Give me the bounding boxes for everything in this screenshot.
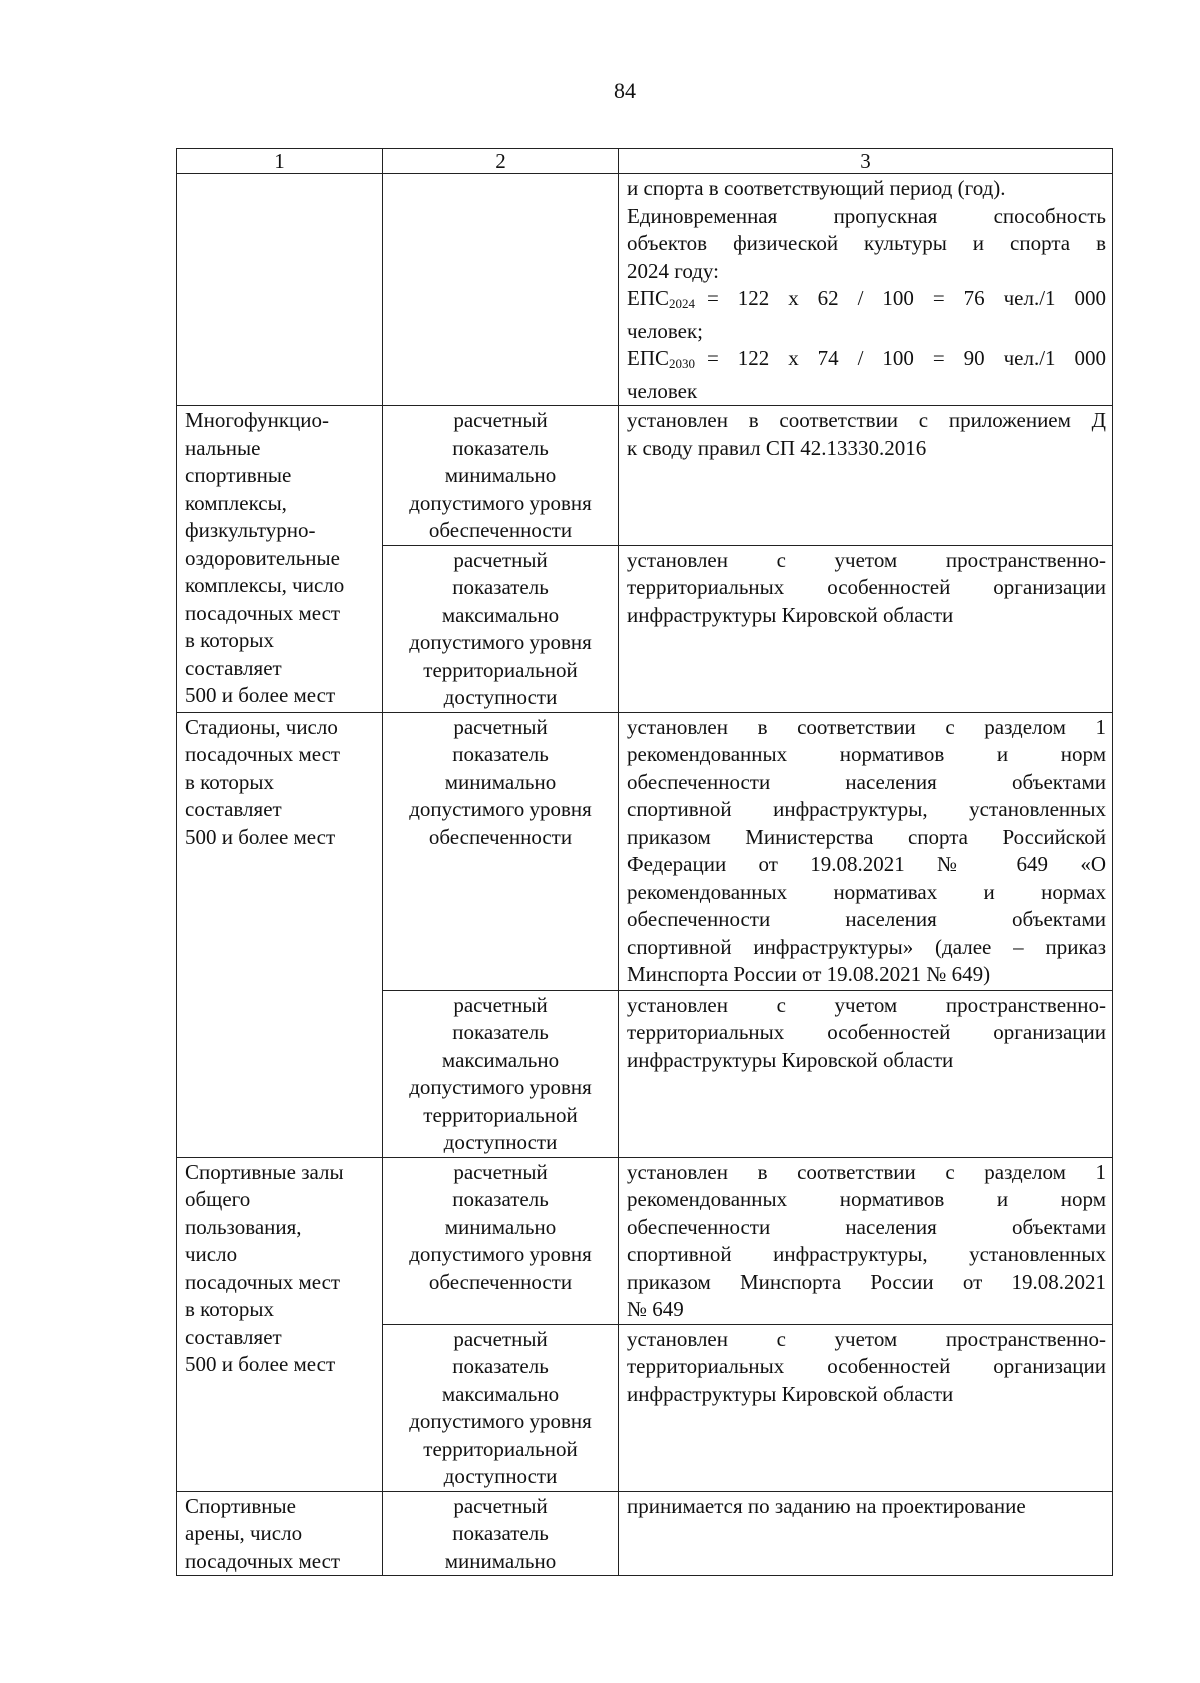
text-line: установлен с учетом пространственно- bbox=[627, 547, 1106, 572]
text-line: обеспеченности bbox=[428, 518, 573, 542]
text-line: показатель bbox=[452, 1187, 549, 1211]
text-line: расчетный bbox=[453, 992, 548, 1017]
text-line: инфраструктуры Кировской области bbox=[627, 1381, 954, 1406]
text-line: инфраструктуры Кировской области bbox=[627, 602, 954, 627]
text-line: расчетный bbox=[453, 547, 548, 572]
text-line: рекомендованных нормативов и норм bbox=[627, 1187, 1106, 1211]
text-line: нальные bbox=[185, 435, 261, 460]
text-line: показатель bbox=[452, 1354, 549, 1378]
formula-2030 bbox=[627, 345, 1106, 378]
text-line: и спорта в соответствующий период (год). bbox=[627, 176, 1006, 200]
text-line: доступности bbox=[443, 1130, 558, 1154]
object-name-cell bbox=[177, 712, 383, 1157]
text-line: Многофункцио- bbox=[185, 408, 329, 432]
text-line: территориальной bbox=[423, 1436, 578, 1461]
text-line: комплексы, bbox=[185, 490, 287, 515]
indicator-cell bbox=[383, 406, 619, 546]
text-line: Стадионы, число bbox=[185, 714, 338, 739]
text-line: показатель bbox=[452, 435, 549, 460]
text-line: рекомендованных нормативах и нормах bbox=[627, 879, 1106, 904]
value-cell bbox=[619, 545, 1113, 712]
text-line: спортивной инфраструктуры, установленных bbox=[627, 797, 1106, 821]
text-line: спортивной инфраструктуры» (далее – приказ bbox=[627, 934, 1106, 959]
text-line: Спортивные bbox=[185, 1493, 296, 1518]
text-line: Федерации от 19.08.2021 № 649 «О bbox=[627, 852, 1106, 876]
text-line: Минспорта России от 19.08.2021 № 649) bbox=[627, 962, 991, 986]
text-line: минимально bbox=[444, 1548, 557, 1573]
text-line: территориальных особенностей организации bbox=[627, 575, 1106, 599]
text-line: максимально bbox=[441, 1381, 560, 1406]
text-line: допустимого уровня bbox=[409, 1075, 592, 1099]
table-header-row bbox=[177, 149, 1113, 174]
table-row bbox=[177, 1491, 1113, 1576]
indicator-cell bbox=[383, 990, 619, 1157]
text-line: спортивные bbox=[185, 463, 292, 487]
text-line: посадочных мест bbox=[185, 1548, 341, 1573]
text-line: обеспеченности bbox=[428, 1269, 573, 1294]
text-line: посадочных мест bbox=[185, 742, 341, 766]
text-line: № 649 bbox=[627, 1297, 684, 1321]
text-line: расчетный bbox=[453, 1326, 548, 1351]
text-line: территориальной bbox=[423, 1102, 578, 1127]
text-line: обеспеченности населения объектами bbox=[627, 907, 1106, 931]
text-line: составляет bbox=[185, 655, 282, 680]
text-line: расчетный bbox=[453, 408, 548, 432]
text-line: расчетный bbox=[453, 714, 548, 739]
text-line: допустимого уровня bbox=[409, 1242, 592, 1266]
table-row bbox=[177, 712, 1113, 990]
value-cell bbox=[619, 1324, 1113, 1491]
value-cell bbox=[619, 990, 1113, 1157]
text-line: общего bbox=[185, 1187, 251, 1211]
text-line: приказом Минспорта России от 19.08.2021 bbox=[627, 1269, 1106, 1294]
text-line: обеспеченности населения объектами bbox=[627, 769, 1106, 794]
text-line: 500 и более мест bbox=[185, 824, 336, 849]
value-cell bbox=[619, 406, 1113, 546]
object-name-cell bbox=[177, 1157, 383, 1491]
text-line: пользования, bbox=[185, 1214, 302, 1239]
formula-expression: = 122 х 62 / 100 = 76 чел./1 000 bbox=[707, 286, 1106, 310]
text-line: посадочных мест bbox=[185, 1269, 341, 1294]
text-line: установлен с учетом пространственно- bbox=[627, 1326, 1106, 1351]
column-header-1: 1 bbox=[177, 149, 383, 174]
text-line: территориальных особенностей организации bbox=[627, 1354, 1106, 1378]
indicator-cell bbox=[383, 1157, 619, 1324]
text-line: минимально bbox=[444, 769, 557, 794]
table-row bbox=[177, 406, 1113, 546]
text-line: установлен в соответствии с разделом 1 bbox=[627, 714, 1106, 739]
text-line: обеспеченности населения объектами bbox=[627, 1214, 1106, 1239]
text-line: минимально bbox=[444, 463, 557, 487]
text-line: составляет bbox=[185, 797, 282, 821]
text-line: человек bbox=[627, 378, 698, 403]
text-line: к своду правил СП 42.13330.2016 bbox=[627, 435, 927, 460]
object-name-cell bbox=[177, 406, 383, 713]
value-cell bbox=[619, 1491, 1113, 1576]
object-name-cell bbox=[177, 1491, 383, 1576]
formula-expression: = 122 х 74 / 100 = 90 чел./1 000 bbox=[707, 346, 1106, 370]
indicator-cell bbox=[383, 712, 619, 990]
text-line: в которых bbox=[185, 1297, 275, 1321]
text-line: инфраструктуры Кировской области bbox=[627, 1047, 954, 1072]
text-line: 500 и более мест bbox=[185, 683, 336, 707]
formula-label: $ЕПС_{2030}$ bbox=[627, 346, 695, 371]
text-line: Спортивные залы bbox=[185, 1159, 344, 1184]
indicator-cell bbox=[383, 1324, 619, 1491]
text-line: рекомендованных нормативов и норм bbox=[627, 742, 1106, 766]
text-line: объектов физической культуры и спорта в bbox=[627, 231, 1106, 255]
text-line: оздоровительные bbox=[185, 545, 340, 570]
text-line: территориальной bbox=[423, 657, 578, 682]
text-line: допустимого уровня bbox=[409, 490, 592, 515]
text-line: показатель bbox=[452, 575, 549, 599]
text-line: составляет bbox=[185, 1324, 282, 1349]
text-line: 500 и более мест bbox=[185, 1352, 336, 1376]
text-line: расчетный bbox=[453, 1159, 548, 1184]
cell-continuation-text bbox=[619, 174, 1113, 406]
text-line: приказом Министерства спорта Российской bbox=[627, 824, 1106, 849]
text-line: допустимого уровня bbox=[409, 797, 592, 821]
text-line: допустимого уровня bbox=[409, 1409, 592, 1433]
formula-label: $ЕПС_{2024}$ bbox=[627, 286, 695, 311]
text-line: показатель bbox=[452, 1521, 549, 1545]
table-row-continuation bbox=[177, 174, 1113, 406]
indicators-table bbox=[176, 148, 1113, 1576]
text-line: в которых bbox=[185, 628, 275, 652]
text-line: допустимого уровня bbox=[409, 630, 592, 654]
text-line: обеспеченности bbox=[428, 824, 573, 849]
text-line: территориальных особенностей организации bbox=[627, 1020, 1106, 1044]
text-line: 2024 году: bbox=[627, 258, 719, 283]
column-header-2: 2 bbox=[383, 149, 619, 174]
text-line: показатель bbox=[452, 1020, 549, 1044]
text-line: установлен в соответствии с приложением Д bbox=[627, 408, 1106, 432]
text-line: расчетный bbox=[453, 1493, 548, 1518]
text-line: доступности bbox=[443, 1464, 558, 1488]
column-header-3: 3 bbox=[619, 149, 1113, 174]
text-line: комплексы, число bbox=[185, 573, 345, 597]
value-cell bbox=[619, 712, 1113, 990]
table-row bbox=[177, 1157, 1113, 1324]
text-line: спортивной инфраструктуры, установленных bbox=[627, 1242, 1106, 1266]
text-line: Единовременная пропускная способность bbox=[627, 203, 1106, 228]
indicator-cell bbox=[383, 545, 619, 712]
text-line: человек; bbox=[627, 318, 704, 343]
text-line: принимается по заданию на проектирование bbox=[627, 1493, 1026, 1518]
text-line: в которых bbox=[185, 769, 275, 794]
value-cell bbox=[619, 1157, 1113, 1324]
text-line: посадочных мест bbox=[185, 600, 341, 625]
text-line: максимально bbox=[441, 602, 560, 627]
page-number: 84 bbox=[614, 78, 636, 103]
text-line: физкультурно- bbox=[185, 518, 316, 542]
cell-empty-2 bbox=[383, 174, 619, 406]
text-line: установлен в соответствии с разделом 1 bbox=[627, 1159, 1106, 1184]
text-line: показатель bbox=[452, 742, 549, 766]
text-line: доступности bbox=[443, 685, 558, 709]
text-line: максимально bbox=[441, 1047, 560, 1072]
text-line: арены, число bbox=[185, 1521, 303, 1545]
formula-2024 bbox=[627, 285, 1106, 318]
text-line: число bbox=[185, 1242, 238, 1266]
text-line: минимально bbox=[444, 1214, 557, 1239]
indicator-cell bbox=[383, 1491, 619, 1576]
text-line: установлен с учетом пространственно- bbox=[627, 992, 1106, 1017]
cell-empty-1 bbox=[177, 174, 383, 406]
